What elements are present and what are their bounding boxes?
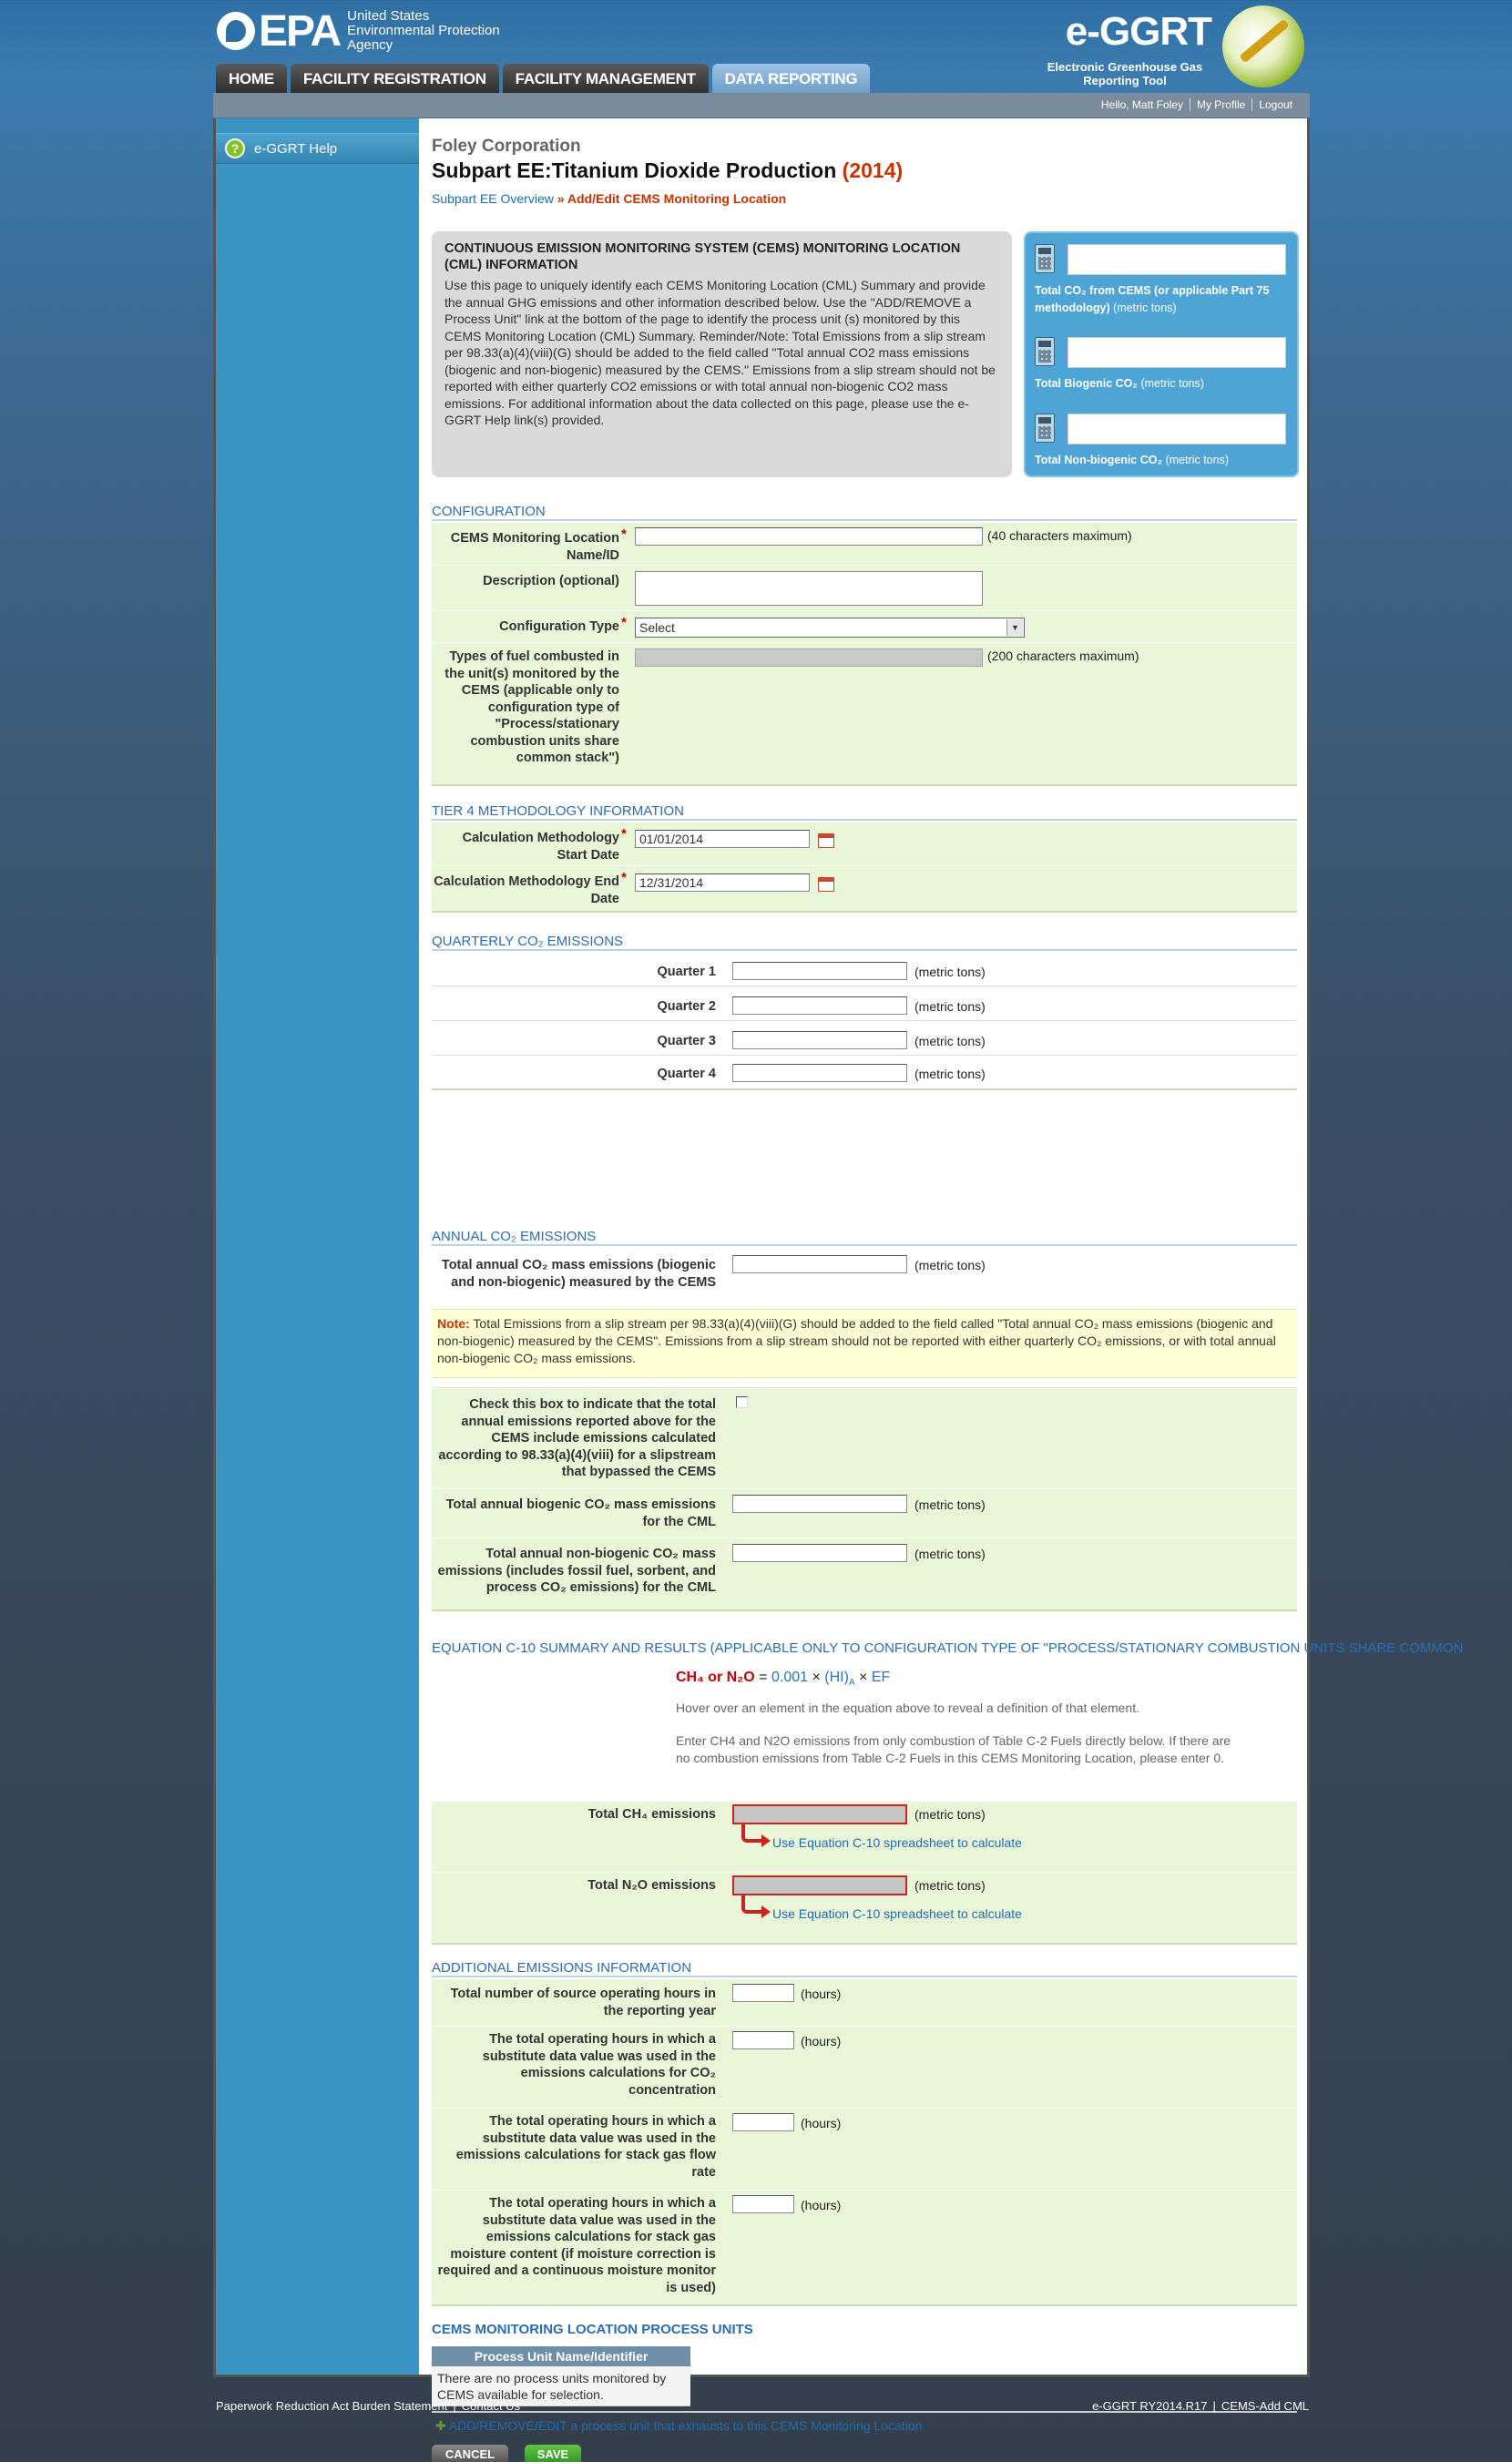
eq-lhs[interactable]: CH₄ or N₂O [676,1670,755,1685]
page-id-label: CEMS-Add CML [1221,2399,1309,2413]
epa-flower-icon [217,12,255,50]
breadcrumb-overview-link[interactable]: Subpart EE Overview [432,191,554,206]
main-nav [216,64,870,93]
header [0,0,1512,95]
substitute-co2-input[interactable] [732,2031,794,2049]
total-annual-label: Total annual CO₂ mass emissions (biogenic and non-biogenic) measured by the CEMS [441,1258,716,1290]
reporting-year: (2014) [842,158,904,182]
add-process-unit-link[interactable]: ✚ ADD/REMOVE/EDIT a process unit that exhausts to this CEMS Monitoring Location [435,2418,923,2433]
annual-form: Check this box to indicate that the total annual emissions reported above for the CEMS include emissions calculated according to 98.33(a)(4)(viii) for a slipstream that bypassed the CEMS Total annual biogenic CO₂ mass emissions for the CML (metric tons) Total annual non-biogenic CO₂ mass emissions (includes fossil fuel, sorbent, and process CO₂ emissions) for the CML (metric tons) [432,1387,1297,1611]
total-annual-input[interactable] [732,1255,907,1273]
tab-home[interactable]: HOME [216,64,287,93]
process-unit-column-header: Process Unit Name/Identifier [432,2346,690,2366]
epa-logo[interactable] [217,5,500,56]
divider [432,819,1297,821]
tab-data-reporting[interactable]: DATA REPORTING [712,64,871,93]
fuel-types-input [635,649,983,667]
red-arrow-icon [741,1824,761,1843]
eq-emission-factor[interactable]: EF [871,1670,891,1685]
config-type-label: Configuration Type [499,619,619,634]
ch4-input [732,1804,907,1824]
total-nonbiogenic-value [1068,414,1286,444]
nonbiogenic-label: Total annual non-biogenic CO₂ mass emissions (includes fossil fuel, sorbent, and process CO₂ emissions) for the CML [437,1547,716,1595]
description-textarea[interactable] [635,571,983,606]
paperwork-link[interactable]: Paperwork Reduction Act Burden Statement [216,2399,448,2413]
divider [432,949,1297,951]
biogenic-input[interactable] [732,1495,907,1513]
version-label: e-GGRT RY2014.R17 [1092,2399,1208,2413]
breadcrumb-current: Add/Edit CEMS Monitoring Location [567,191,787,206]
sidebar [216,118,419,2375]
divider [432,1976,1297,1977]
page-title: Subpart EE:Titanium Dioxide Production (2014) [432,158,904,182]
substitute-moisture-label: The total operating hours in which a substitute data value was used in the emissions calculations for stack gas moisture content (if moisture correction is required and a continuous moisture monitor is used) [437,2196,716,2295]
section-annual: ANNUAL CO₂ EMISSIONS [432,1229,597,1244]
egret-logo-icon [1222,5,1304,87]
save-button[interactable]: SAVE [525,2445,581,2462]
calculator-icon [1035,337,1055,366]
n2o-label: Total N₂O emissions [587,1878,716,1893]
calculator-icon [1035,414,1055,443]
ch4-spreadsheet-link[interactable]: Use Equation C-10 spreadsheet to calculate [772,1835,1022,1850]
help-icon: ? [225,138,245,158]
slipstream-note: Note: Total Emissions from a slip stream per 98.33(a)(4)(viii)(G) should be added to the field called "Total annual CO₂ mass emissions (biogenic and non-biogenic) measured by the CEMS". Emissions from a slip stream should not be reported with either quarterly CO₂ emissions, or with total annual non-biogenic CO₂ mass emissions. [432,1309,1297,1378]
configuration-form: CEMS Monitoring Location Name/ID * (40 characters maximum) Description (optional) Configuration Type * Select ▼ Types of fuel combusted in the unit(s) monitored by the CEMS (applicable only to configuration type of "Process/stationary combustion units share common stack") (200 characters maximum) [432,522,1297,786]
n2o-input [732,1875,907,1895]
equation-hover-hint: Hover over an element in the equation above to reveal a definition of that element. [676,1701,1139,1715]
ch4-label: Total CH₄ emissions [587,1807,716,1822]
app-name: e-GGRT [1065,9,1211,54]
intro-body: Use this page to uniquely identify each CEMS Monitoring Location (CML) Summary and provide the annual GHG emissions and other information described below. Use the "ADD/REMOVE a Process Unit" link at the bottom of the page to identify the process unit (s) monitored by this CEMS Monitoring Location (CML) Summary. Reminder/Note: Total Emissions from a slip stream per 98.33(a)(4)(viii)(G) should be added to the field called "Total annual CO2 mass emissions (biogenic and non-biogenic) measured by the CEMS." Emissions from a slip stream should not be reported with either quarterly CO2 emissions or with total annual non-biogenic CO2 mass emissions. For additional information about the data collected on this page, please use the e-GGRT Help link(s) provided. [444,278,996,427]
section-quarterly: QUARTERLY CO₂ EMISSIONS [432,934,624,949]
totals-panel: Total CO₂ from CEMS (or applicable Part 75 methodology) (metric tons) Total Biogenic CO₂ (metric tons) Total Non-biogenic CO₂ (metric tons) [1024,231,1299,477]
eggrt-logo[interactable] [1047,5,1312,87]
calendar-icon[interactable] [818,833,834,848]
equation-c10: CH₄ or $N_2O = 0.001 \times (HI)_A$ × EF [676,1670,891,1689]
divider [432,1244,1297,1246]
c10-instructions: Enter CH4 and N2O emissions from only combustion of Table C-2 Fuels directly below. If there are no combustion emissions from Table C-2 Fuels in this CEMS Monitoring Location, please enter 0. [676,1733,1231,1765]
intro-panel [432,231,1012,477]
fuel-types-hint: (200 characters maximum) [987,649,1139,663]
n2o-spreadsheet-link[interactable]: Use Equation C-10 spreadsheet to calculate [772,1906,1022,1921]
epa-logo-text: EPA [259,6,341,56]
cml-name-input[interactable] [635,527,983,546]
cml-name-label: CEMS Monitoring Location Name/ID [450,531,619,563]
description-label: Description (optional) [483,574,619,588]
end-date-label: Calculation Methodology End Date [434,874,619,906]
cml-name-hint: (40 characters maximum) [987,528,1132,543]
plus-icon: ✚ [435,2418,446,2433]
cancel-button[interactable]: CANCEL [432,2445,508,2462]
total-co2-value [1068,244,1286,275]
my-profile-link[interactable]: My Profile [1190,98,1251,111]
substitute-flow-input[interactable] [732,2113,794,2131]
section-additional: ADDITIONAL EMISSIONS INFORMATION [432,1960,692,1976]
content-frame: ? e-GGRT Help Foley Corporation Subpart EE:Titanium Dioxide Production (2014) Subpart EE Overview » Add/Edit CEMS Monitoring Location CONTINUOUS EMISSION MONITORING SYSTEM (CEMS) MONITORING LOCATION (CML) INFORMATION Use this page to uniquely identify each CEMS Monitoring Location (CML) Summary and provide the annual GHG emissions and other information described below. Use the "ADD/REMOVE a Process Unit" link at the bottom of the page to identify the process unit (s) monitored by this CEMS Monitoring Location (CML) Summary. Reminder/Note: Total Emissions from a slip stream per 98.33(a)(4)(viii)(G) should be added to the field called "Total annual CO2 mass emissions (biogenic and non-biogenic) measured by the CEMS." Emissions from a slip stream should not be reported with either quarterly CO2 emissions or with total annual non-biogenic CO2 mass emissions. For additional information about the data collected on this page, please use the e-GGRT Help link(s) provided. Total CO₂ from CEMS (or applicable Part 75 methodology) (metric tons) Total Biogenic CO₂ (metric tons) Total Non-biogenic CO₂ (metric tons) CONFIGURATION CEMS Monitoring Location Name/ID * (40 characters maximum) Description (optional) Configuration Type * Select ▼ Types of fuel combusted in the unit(s) monitored by the CEMS (applicable only to configuration type of "Process/stationary combustion units share common stack") (200 characters maximum) TIER 4 METHODOLOGY INFORMATION Calculation Methodology Start Date * 01/01/2014 Calculation Methodology End Date * 12/31/2014 QUARTERLY CO₂ EMISSIONS Quarter 1 (metric tons) Quarter 2 (metric tons) Quarter 3 (metric tons) Quarter 4 (metric tons) ANNUAL CO₂ EMISSIONS Total annual CO₂ mass emissions (biogenic and non-biogenic) measured by the CEMS (metric tons) Note: Total Emissions from a slip stream per 98.33(a)(4)(viii)(G) should be added to the field called "Total annual CO₂ mass emissions (biogenic and non-biogenic) measured by the CEMS". Emissions from a slip stream should not be reported with either quarterly CO₂ emissions, or with total annual non-biogenic CO₂ mass emissions. Check this box to indicate that the total annual emissions reported above for the CEMS include emissions calculated according to 98.33(a)(4)(viii) for a slipstream that bypassed the CEMS Total annual biogenic CO₂ mass emissions for the CML (metric tons) Total annual non-biogenic CO₂ mass emissions (includes fossil fuel, sorbent, and process CO₂ emissions) for the CML (metric tons) EQUATION C-10 SUMMARY AND RESULTS (APPLICABLE ONLY TO CONFIGURATION TYPE OF "PROCESS/STATIONARY COMBUSTION UNITS SHARE COMMON CH₄ or $N_2O = 0.001 \times (HI)_A$ × EF Hover over an element in the equation above to reveal a definition of that element. Enter CH4 and N2O emissions from only combustion of Table C-2 Fuels directly below. If there are no combustion emissions from Table C-2 Fuels in this CEMS Monitoring Location, please enter 0. Total CH₄ emissions (metric tons) Use Equation C-10 spreadsheet to calculate Total N₂O emissions (metric tons) Use Equation C-10 spreadsheet to calculate ADDITIONAL EMISSIONS INFORMATION Total number of source operating hours in the reporting year (hours) The total operating hours in which a substitute data value was used in the emissions calculations for CO₂ concentration (hours) The total operating hours in which a substitute data value was used in the emissions calculations for stack gas flow rate (hours) The total operating hours in which a substitute data value was used in the emissions calculations for stack gas moisture content (if moisture correction is required and a continuous moisture monitor is used) (hours) CEMS MONITORING LOCATION PROCESS UNITS Process Unit Name/Identifier There are no process units monitored by CEMS available for selection. ✚ ADD/REMOVE/EDIT a process unit that exhausts to this CEMS Monitoring Location CANCEL SAVE [213,118,1310,2377]
fuel-types-label: Types of fuel combusted in the unit(s) monitored by the CEMS (applicable only to configuration type of "Process/stationary combustion units share common stack") [444,649,619,765]
nonbiogenic-input[interactable] [732,1544,907,1562]
operating-hours-label: Total number of source operating hours in the reporting year [450,1987,716,2018]
quarterly-form [432,952,1297,1090]
chevron-down-icon: ▼ [1006,619,1023,636]
additional-form: Total number of source operating hours in the reporting year (hours) The total operating hours in which a substitute data value was used in the emissions calculations for CO₂ concentration (hours) The total operating hours in which a substitute data value was used in the emissions calculations for stack gas flow rate (hours) The total operating hours in which a substitute data value was used in the emissions calculations for stack gas moisture content (if moisture correction is required and a continuous moisture monitor is used) (hours) [432,1978,1297,2306]
eq-constant[interactable]: 0.001 [771,1670,809,1685]
app-subtitle: Electronic Greenhouse Gas Reporting Tool [1047,60,1203,87]
section-configuration: CONFIGURATION [432,504,546,519]
section-process-units: CEMS MONITORING LOCATION PROCESS UNITS [432,2322,753,2337]
end-date-input[interactable]: 12/31/2014 [635,873,810,892]
calculator-icon [1035,244,1055,273]
operating-hours-input[interactable] [732,1984,794,2002]
quarter-row: Quarter 4 (metric tons) [432,1056,1297,1088]
slipstream-checkbox-label: Check this box to indicate that the total annual emissions reported above for the CEMS include emissions calculated according to 98.33(a)(4)(viii) for a slipstream that bypassed the CEMS [438,1397,716,1479]
logout-link[interactable]: Logout [1251,98,1299,111]
footer: Paperwork Reduction Act Burden Statement | Contact Us e-GGRT RY2014.R17 | CEMS-Add CML [216,2399,1309,2413]
section-tier4: TIER 4 METHODOLOGY INFORMATION [432,803,684,819]
company-name: Foley Corporation [432,137,581,156]
quarter-4-input[interactable] [732,1064,907,1082]
eq-heat-input[interactable]: $(HI)_A$ [824,1670,855,1689]
user-greeting: Hello, Matt Foley [1100,98,1183,111]
tab-facility-registration[interactable]: FACILITY REGISTRATION [291,64,499,93]
start-date-input[interactable]: 01/01/2014 [635,830,810,848]
substitute-co2-label: The total operating hours in which a substitute data value was used in the emissions calculations for CO₂ concentration [482,2032,716,2098]
quarter-row: Quarter 3 (metric tons) [432,1021,1297,1056]
divider [432,519,1297,521]
quarter-2-input[interactable] [732,996,907,1015]
slipstream-checkbox[interactable] [736,1396,748,1408]
quarter-row: Quarter 2 (metric tons) [432,986,1297,1021]
sidebar-item-label: e-GGRT Help [254,141,338,157]
quarter-3-input[interactable] [732,1031,907,1049]
utility-bar [213,93,1310,118]
tab-facility-management[interactable]: FACILITY MANAGEMENT [503,64,709,93]
contact-us-link[interactable]: Contact Us [461,2399,521,2413]
intro-heading: CONTINUOUS EMISSION MONITORING SYSTEM (CEMS) MONITORING LOCATION (CML) INFORMATION [444,241,961,272]
substitute-moisture-input[interactable] [732,2195,794,2213]
agency-name: United States Environmental Protection Agency [347,8,500,53]
start-date-label: Calculation Methodology Start Date [462,831,619,863]
substitute-flow-label: The total operating hours in which a substitute data value was used in the emissions calculations for stack gas flow rate [455,2114,716,2180]
quarter-1-input[interactable] [732,962,907,980]
calendar-icon[interactable] [818,877,834,892]
sidebar-item-help[interactable] [216,133,419,164]
biogenic-label: Total annual biogenic CO₂ mass emissions for the CML [445,1497,716,1529]
tier4-form: Calculation Methodology Start Date * 01/01/2014 Calculation Methodology End Date * 12/31/2014 [432,822,1297,913]
c10-form: Total CH₄ emissions (metric tons) Use Equation C-10 spreadsheet to calculate Total N₂O emissions (metric tons) Use Equation C-10 spreadsheet to calculate [432,1801,1297,1945]
red-arrow-icon [741,1895,761,1914]
config-type-select[interactable]: Select ▼ [635,618,1025,638]
total-biogenic-value [1068,337,1286,368]
section-c10: EQUATION C-10 SUMMARY AND RESULTS (APPLICABLE ONLY TO CONFIGURATION TYPE OF "PROCESS/STATIONARY COMBUSTION UNITS SHARE COMMON [432,1640,1464,1656]
process-units-empty: There are no process units monitored by CEMS available for selection. [432,2366,690,2406]
quarter-row: Quarter 1 (metric tons) [432,952,1297,986]
breadcrumb: Subpart EE Overview » Add/Edit CEMS Monitoring Location [432,191,787,206]
